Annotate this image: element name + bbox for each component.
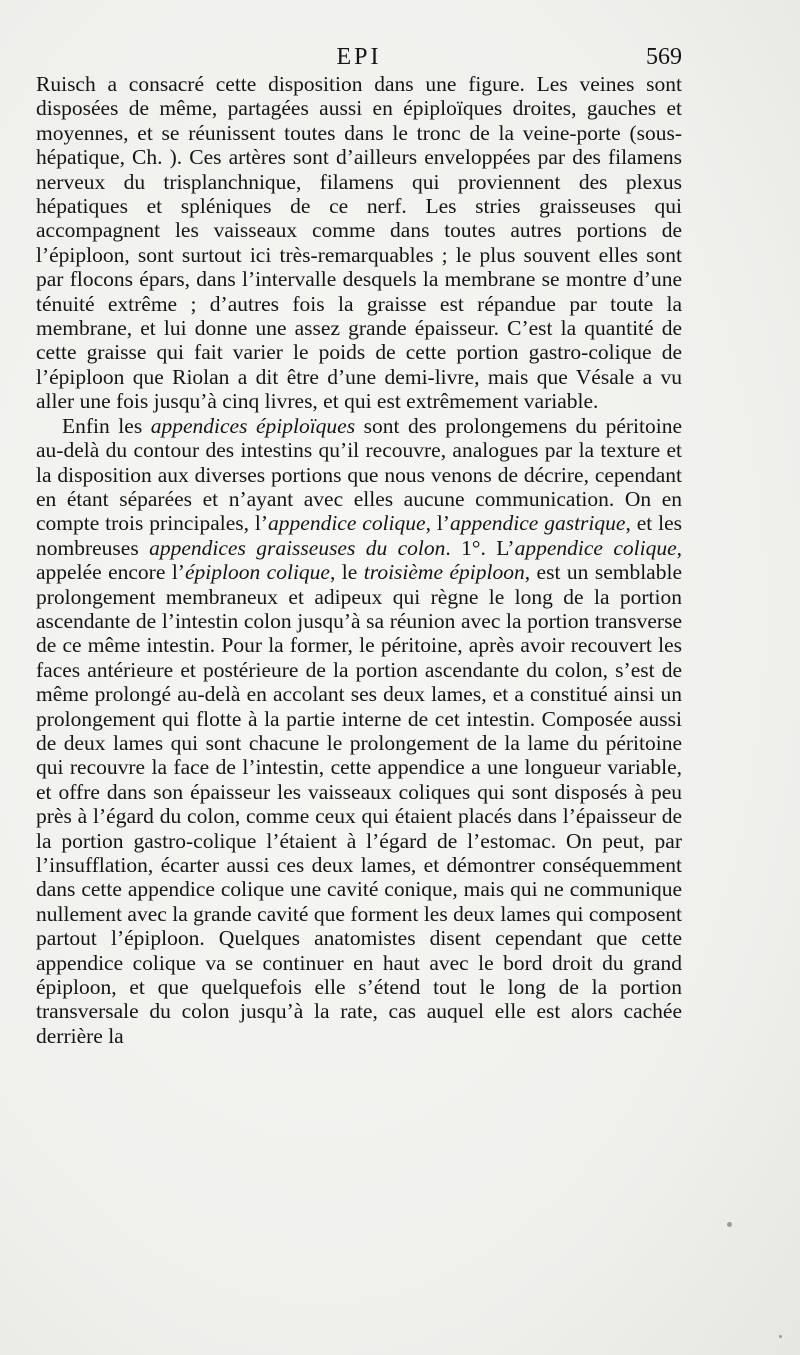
paper-speck bbox=[727, 1222, 732, 1227]
italic-term: troisième épiploon bbox=[363, 560, 525, 585]
page-number: 569 bbox=[646, 44, 682, 70]
body-text bbox=[36, 72, 682, 1048]
paragraph bbox=[36, 414, 682, 1049]
text-run: , le bbox=[329, 560, 364, 585]
italic-term: appendices graisseuses du colon bbox=[149, 535, 446, 560]
italic-term: appendice gastrique bbox=[449, 511, 626, 536]
text-run: , appelée encore l’ bbox=[36, 535, 682, 585]
italic-term: épiploon colique bbox=[184, 560, 330, 585]
text-run: Ruisch a consacré cette disposition dans une figure. Les veines sont disposées de même, partagées aussi en épiploïques droites, gauches et moyennes, et se réunissent toutes dans le tronc de la veine-porte (sous-hépatique, Ch. ). Ces artères sont d’ailleurs enveloppées par des filamens nerveux du trisplanchnique, filamens qui proviennent des plexus hépatiques et spléniques de ce nerf. Les stries graisseuses qui accompagnent les vaisseaux comme dans toutes autres portions de l’épiploon, sont surtout ici très-remarquables ; le plus souvent elles sont par flocons épars, dans l’intervalle desquels la membrane se montre d’une ténuité extrême ; d’autres fois la graisse est répandue par toute la membrane, et lui donne une assez grande épaisseur. C’est la quantité de cette graisse qui fait varier le poids de cette portion gastro-colique de l’épiploon que Riolan a dit être d’une demi-livre, mais que Vésale a vu aller une fois jusqu’à cinq livres, et qui est extrêmement variable. bbox=[36, 72, 682, 414]
italic-term: appendice colique bbox=[268, 511, 426, 536]
paper-speck bbox=[779, 1335, 782, 1338]
text-run: , est un semblable prolongement membraneux et adipeux qui règne le long de la portion ascendante de l’intestin colon jusqu’à sa réunion avec la portion transverse de ce même intestin. Pour la former, le péritoine, après avoir recouvert les faces antérieure et postérieure de la portion ascendante du colon, s’est de même prolongé au-delà en accolant ses deux lames, et a constitué ainsi un prolongement qui flotte à la partie interne de cet intestin. Composée aussi de deux lames qui sont chacune le prolongement de la lame du péritoine qui recouvre la face de l’intestin, cette appendice a une longueur variable, et offre dans son épaisseur les vaisseaux coliques qui sont disposés à peu près à l’égard du colon, comme ceux qui étaient placés dans l’épaisseur de la portion gastro-colique l’étaient à l’égard de l’estomac. On peut, par l’insufflation, écarter aussi ces deux lames, et démontrer conséquemment dans cette appendice colique une cavité conique, mais qui ne communique nullement avec la grande cavité que forment les deux lames qui composent partout l’épiploon. Quelques anatomistes disent cependant que cette appendice colique va se continuer en haut avec le bord droit du grand épiploon, et que quelquefois elle s’étend tout le long de la portion transversale du colon jusqu’à la rate, cas auquel elle est alors cachée derrière la bbox=[36, 560, 682, 1048]
text-run: . 1°. L’ bbox=[445, 535, 515, 560]
running-head: EPI bbox=[336, 44, 382, 70]
text-run: Enfin les bbox=[62, 413, 151, 438]
italic-term: appendice colique bbox=[514, 535, 677, 560]
italic-term: appendices épiploïques bbox=[150, 413, 356, 438]
text-run: sont des prolongemens du péritoine au-delà du contour des intestins qu’il recouvre, analogues par la texture et la disposition aux diverses portions que nous venons de décrire, cependant en étant séparées et n’ayant avec elles aucune communication. On en compte trois principales, l’ bbox=[36, 413, 682, 536]
text-run: , l’ bbox=[425, 511, 450, 536]
text-run: , et les nombreuses bbox=[36, 511, 682, 560]
paragraph bbox=[36, 72, 682, 414]
